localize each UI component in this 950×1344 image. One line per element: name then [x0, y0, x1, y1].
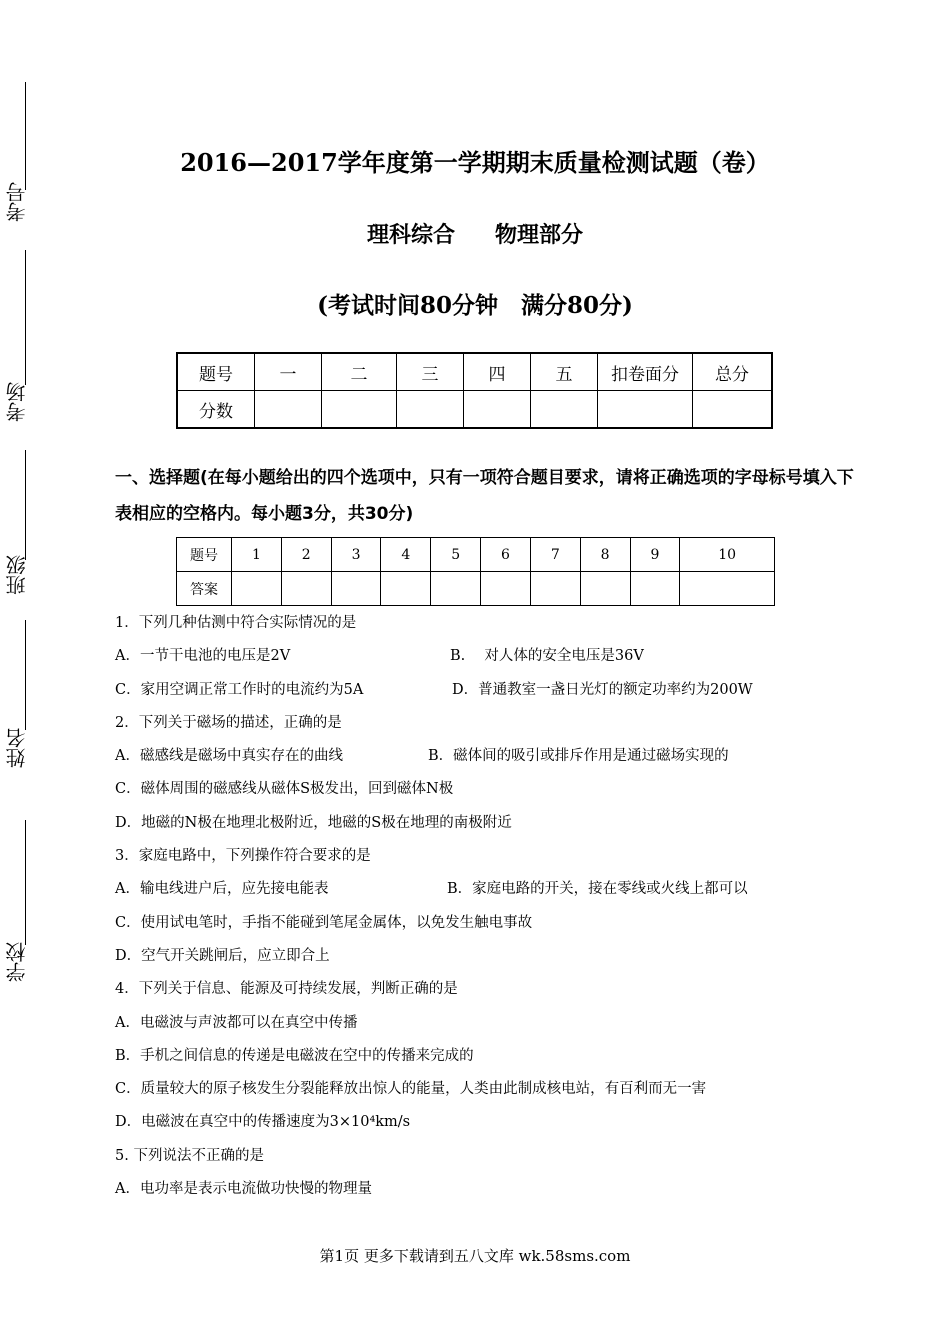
answer-cell[interactable]	[381, 572, 431, 606]
option: C．质量较大的原子核发生分裂能释放出惊人的能量，人类由此制成核电站，有百利而无一害	[115, 1081, 707, 1098]
score-header-cell: 二	[322, 353, 397, 391]
answer-header-cell: 7	[530, 538, 580, 572]
question-list	[115, 607, 875, 1206]
answer-cell[interactable]	[232, 572, 282, 606]
score-header-cell: 扣卷面分	[598, 353, 693, 391]
option-line	[115, 640, 875, 673]
option: B. 对人体的安全电压是36V	[450, 648, 644, 665]
option: D．空气开关跳闸后，应立即合上	[115, 947, 330, 964]
answer-cell[interactable]	[630, 572, 680, 606]
answer-cell[interactable]	[530, 572, 580, 606]
answer-row-label: 答案	[177, 572, 232, 606]
question-stem: 3．家庭电路中，下列操作符合要求的是	[115, 848, 371, 865]
answer-cell[interactable]	[281, 572, 331, 606]
answer-cell[interactable]	[481, 572, 531, 606]
score-header-cell: 总分	[693, 353, 773, 391]
option-line	[115, 940, 875, 973]
subtitle	[0, 218, 950, 249]
option: C．家用空调正常工作时的电流约为5A	[115, 681, 364, 698]
option: C．使用试电笔时，手指不能碰到笔尾金属体，以免发生触电事故	[115, 914, 533, 931]
option-line	[115, 807, 875, 840]
option: A．电功率是表示电流做功快慢的物理量	[115, 1181, 372, 1198]
option-line	[115, 740, 875, 773]
option-line	[115, 873, 875, 906]
binding-line	[25, 450, 26, 560]
option: D．普通教室一盏日光灯的额定功率约为200W	[452, 681, 753, 698]
option: A．磁感线是磁场中真实存在的曲线	[115, 748, 343, 765]
score-header-cell: 题号	[177, 353, 255, 391]
option-line	[115, 1007, 875, 1040]
score-cell[interactable]	[598, 391, 693, 429]
answer-header-cell: 6	[481, 538, 531, 572]
answer-header-cell: 10	[680, 538, 775, 572]
question-stem: 1．下列几种估测中符合实际情况的是	[115, 615, 357, 631]
binding-label-exam-room: 考场	[5, 382, 29, 422]
binding-label-class: 班级	[5, 555, 29, 595]
answer-header-cell: 8	[580, 538, 630, 572]
answer-header-cell: 3	[331, 538, 381, 572]
option-line	[115, 1073, 875, 1106]
score-header-cell: 一	[255, 353, 322, 391]
binding-line	[25, 820, 26, 945]
question-stem: 5. 下列说法不正确的是	[115, 1147, 264, 1164]
option-line	[115, 1040, 875, 1073]
answer-cell[interactable]	[431, 572, 481, 606]
score-header-cell: 三	[397, 353, 464, 391]
score-cell[interactable]	[531, 391, 598, 429]
option: C．磁体周围的磁感线从磁体S极发出，回到磁体N极	[115, 781, 454, 798]
answer-cell[interactable]	[580, 572, 630, 606]
option-line	[115, 1173, 875, 1206]
answer-cell[interactable]	[331, 572, 381, 606]
score-cell[interactable]	[464, 391, 531, 429]
binding-label-name: 姓名	[5, 728, 29, 768]
option: A．电磁波与声波都可以在真空中传播	[115, 1014, 358, 1031]
score-header-cell: 五	[531, 353, 598, 391]
answer-header-cell: 5	[431, 538, 481, 572]
page-footer: 第1页 更多下载请到五八文库 wk.58sms.com	[319, 1247, 631, 1265]
option-line	[115, 1106, 875, 1139]
part-label: 物理部分	[495, 222, 584, 248]
answer-cell[interactable]	[680, 572, 775, 606]
score-table-header-row	[177, 353, 772, 391]
option: A．输电线进户后，应先接电能表	[115, 881, 329, 898]
section-heading: 一、选择题(在每小题给出的四个选项中，只有一项符合题目要求，请将正确选项的字母标号填入下表相应的空格内。每小题3分，共30分)	[115, 468, 854, 524]
option-line	[115, 773, 875, 806]
subject-label: 理科综合	[366, 222, 455, 248]
answer-table	[176, 537, 775, 606]
binding-line	[25, 620, 26, 730]
question-stem: 2．下列关于磁场的描述，正确的是	[115, 714, 342, 731]
option: B．磁体间的吸引或排斥作用是通过磁场实现的	[428, 748, 729, 765]
score-cell[interactable]	[693, 391, 773, 429]
answer-header-cell: 2	[281, 538, 331, 572]
option: B．手机之间信息的传递是电磁波在空中的传播来完成的	[115, 1047, 474, 1064]
option-line	[115, 907, 875, 940]
answer-header-cell: 4	[381, 538, 431, 572]
answer-table-header-row	[177, 538, 775, 572]
score-table	[176, 352, 773, 429]
binding-label-exam-number: 考号	[5, 182, 29, 222]
score-header-cell: 四	[464, 353, 531, 391]
page-title: 2016—2017学年度第一学期期末质量检测试题（卷）	[180, 148, 770, 177]
score-row-label: 分数	[177, 391, 255, 429]
answer-header-cell: 题号	[177, 538, 232, 572]
option: D．地磁的N极在地理北极附近，地磁的S极在地理的南极附近	[115, 814, 512, 831]
exam-info: (考试时间80分钟 满分80分)	[317, 292, 633, 319]
answer-header-cell: 9	[630, 538, 680, 572]
option: D．电磁波在真空中的传播速度为3×10⁴km/s	[115, 1114, 411, 1131]
score-table-row	[177, 391, 772, 429]
option-line	[115, 674, 875, 707]
answer-header-cell: 1	[232, 538, 282, 572]
option: A．一节干电池的电压是2V	[115, 648, 291, 665]
question-stem: 4．下列关于信息、能源及可持续发展，判断正确的是	[115, 981, 458, 998]
score-cell[interactable]	[397, 391, 464, 429]
score-cell[interactable]	[255, 391, 322, 429]
option: B．家庭电路的开关，接在零线或火线上都可以	[447, 881, 748, 898]
binding-label-school: 学校	[5, 942, 29, 982]
answer-table-row	[177, 572, 775, 606]
score-cell[interactable]	[322, 391, 397, 429]
